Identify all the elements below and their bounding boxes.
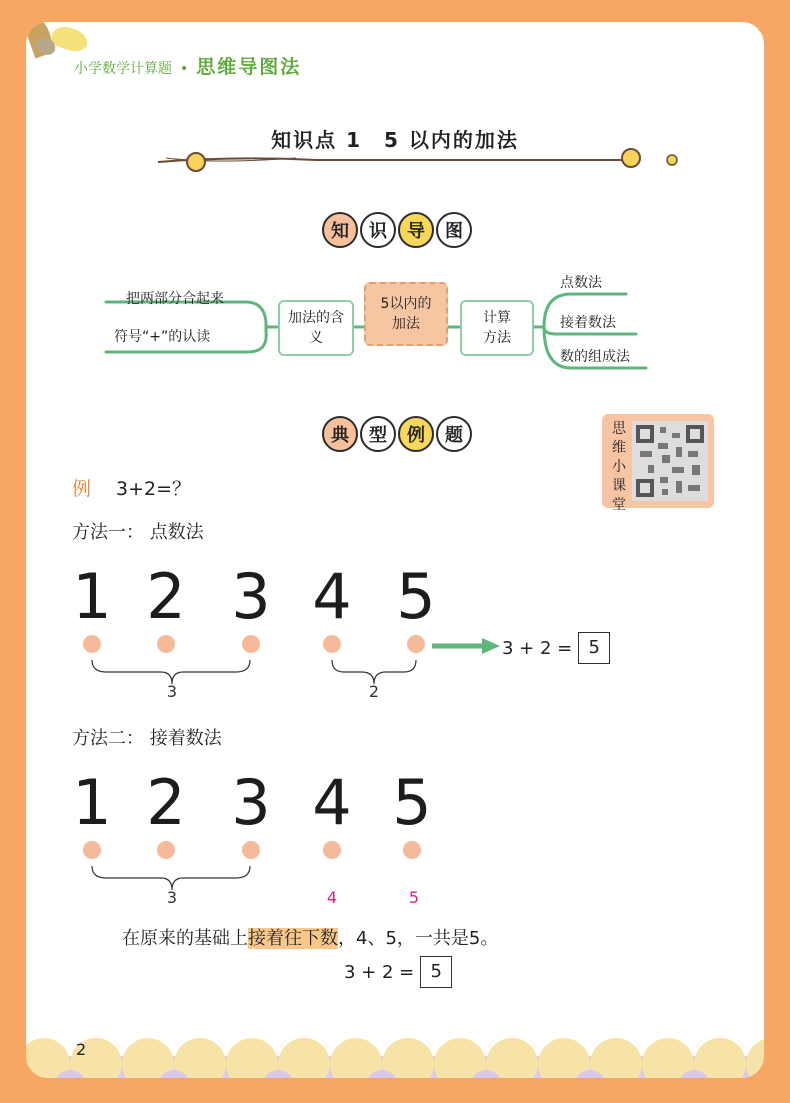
title-underline-decoration — [156, 146, 686, 176]
mindmap-node-label: 加法的含义 — [288, 310, 344, 346]
method2-equation — [344, 956, 452, 988]
equation-text: 3 + 2 = — [502, 637, 573, 659]
number-digit: 1 — [72, 560, 112, 633]
series-title: 小学数学计算题 — [74, 61, 172, 77]
number-digit: 2 — [146, 766, 186, 839]
mindmap-node-meaning — [278, 300, 354, 356]
mindmap-section-heading — [322, 212, 472, 248]
number-digit: 1 — [72, 766, 112, 839]
qr-code-icon[interactable] — [632, 421, 708, 501]
heading-char: 图 — [436, 212, 472, 248]
count-dot — [323, 635, 341, 653]
page-title: 知识点 1 5 以内的加法 — [271, 128, 519, 152]
mindmap-node-method — [460, 300, 534, 356]
number-digit: 4 — [312, 560, 352, 633]
heading-char: 导 — [398, 212, 434, 248]
page — [26, 22, 764, 1078]
number-digit: 3 — [231, 560, 271, 633]
count-dot — [157, 841, 175, 859]
count-dot — [83, 635, 101, 653]
answer-box: 5 — [578, 632, 610, 664]
heading-char: 典 — [322, 416, 358, 452]
number-digit: 5 — [392, 766, 432, 839]
number-digit: 5 — [396, 560, 436, 633]
group-count-label: 3 — [166, 888, 178, 907]
arrow-right-icon — [432, 636, 502, 656]
mindmap-center-node — [364, 282, 448, 346]
explanation-text: 在原来的基础上 — [122, 928, 248, 949]
count-dot — [407, 635, 425, 653]
number-digit: 2 — [146, 560, 186, 633]
heading-char: 知 — [322, 212, 358, 248]
heading-char: 识 — [360, 212, 396, 248]
count-dot — [323, 841, 341, 859]
qr-label: 思维小课堂 — [612, 421, 626, 513]
example-section-heading — [322, 416, 472, 452]
heading-char: 例 — [398, 416, 434, 452]
header-separator: • — [180, 61, 189, 77]
page-number: 2 — [76, 1040, 87, 1059]
method2-explanation — [122, 924, 498, 950]
example-label: 例 — [72, 478, 92, 500]
explanation-highlight: 接着往下数 — [248, 928, 338, 949]
example-question: 3+2=？ — [116, 478, 192, 500]
series-subtitle: 思维导图法 — [196, 56, 302, 78]
count-dot — [157, 635, 175, 653]
mindmap-leaf: 符号“+”的认读 — [114, 329, 211, 345]
mindmap-leaf: 数的组成法 — [560, 349, 630, 365]
heading-char: 型 — [360, 416, 396, 452]
equation-text: 3 + 2 = — [344, 961, 415, 983]
mindmap-center-label: 5以内的加法 — [380, 296, 432, 332]
number-digit: 4 — [312, 766, 352, 839]
method2-title: 方法二： 接着数法 — [72, 728, 222, 749]
series-header — [74, 52, 301, 79]
group-count-label: 3 — [166, 682, 178, 701]
heading-char: 题 — [436, 416, 472, 452]
mindmap-leaf: 点数法 — [560, 275, 602, 291]
mindmap-node-label: 计算方法 — [483, 310, 511, 346]
answer-box: 5 — [420, 956, 452, 988]
method1-title: 方法一： 点数法 — [72, 522, 204, 543]
bottom-scallop-decoration — [26, 1028, 764, 1078]
count-dot — [242, 635, 260, 653]
explanation-text: ，4、5，一共是5。 — [338, 928, 499, 949]
leaf-decoration — [49, 23, 90, 56]
mindmap-leaf: 把两部分合起来 — [126, 291, 224, 307]
mindmap-leaf: 接着数法 — [560, 315, 616, 331]
count-dot — [242, 841, 260, 859]
method2-brace — [86, 864, 286, 894]
number-digit: 3 — [231, 766, 271, 839]
count-on-label: 4 — [326, 888, 338, 907]
count-on-label: 5 — [408, 888, 420, 907]
method1-equation — [502, 632, 610, 664]
count-dot — [403, 841, 421, 859]
group-count-label: 2 — [368, 682, 380, 701]
count-dot — [83, 841, 101, 859]
